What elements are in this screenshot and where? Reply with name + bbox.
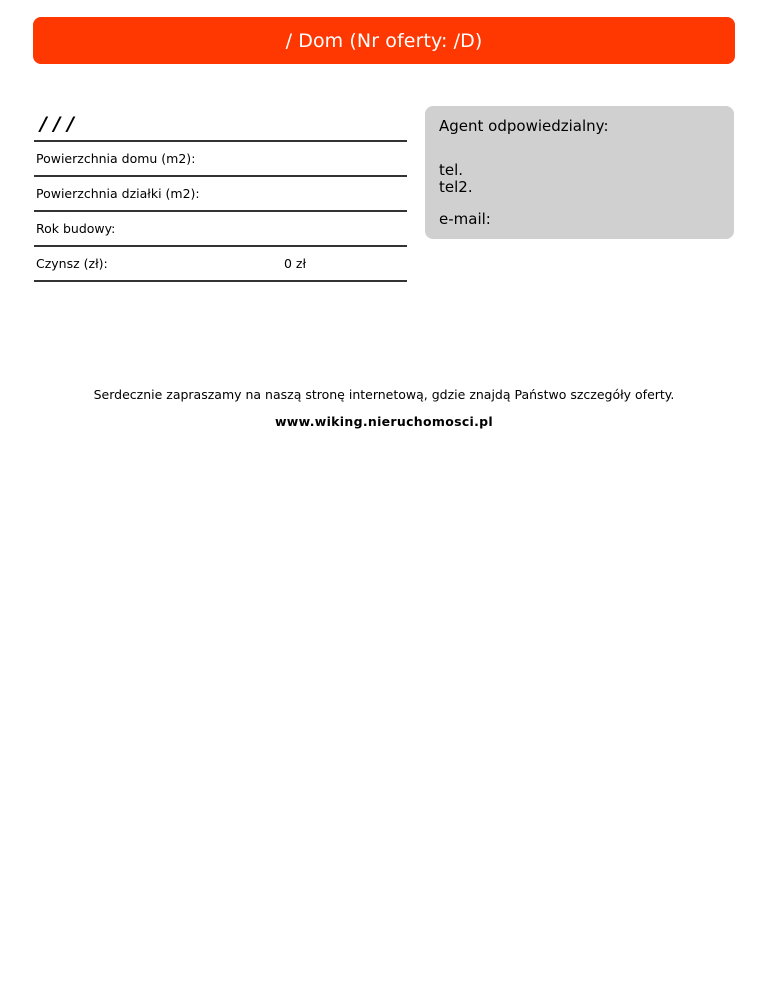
detail-row-house-area (34, 142, 407, 177)
agent-phone-2: tel2. (439, 178, 473, 196)
detail-row-rent (34, 247, 407, 282)
detail-label: Rok budowy: (36, 221, 116, 236)
detail-label: Powierzchnia działki (m2): (36, 186, 200, 201)
property-address: / / / (34, 110, 407, 142)
detail-label: Powierzchnia domu (m2): (36, 151, 196, 166)
agent-phone: tel. (439, 161, 464, 179)
detail-label: Czynsz (zł): (36, 256, 108, 271)
agent-info-box (425, 106, 734, 239)
detail-row-plot-area (34, 177, 407, 212)
agent-email: e-mail: (439, 210, 491, 228)
agent-title: Agent odpowiedzialny: (439, 117, 609, 135)
offer-title: / Dom (Nr oferty: /D) (285, 29, 483, 52)
footer-invitation: Serdecznie zapraszamy na naszą stronę internetową, gdzie znajdą Państwo szczegóły oferty. (93, 387, 675, 402)
property-details (34, 110, 407, 282)
website-link[interactable]: www.wiking.nieruchomosci.pl (274, 414, 494, 429)
detail-row-build-year (34, 212, 407, 247)
detail-value: 0 zł (284, 256, 307, 271)
header-bar (33, 17, 735, 64)
